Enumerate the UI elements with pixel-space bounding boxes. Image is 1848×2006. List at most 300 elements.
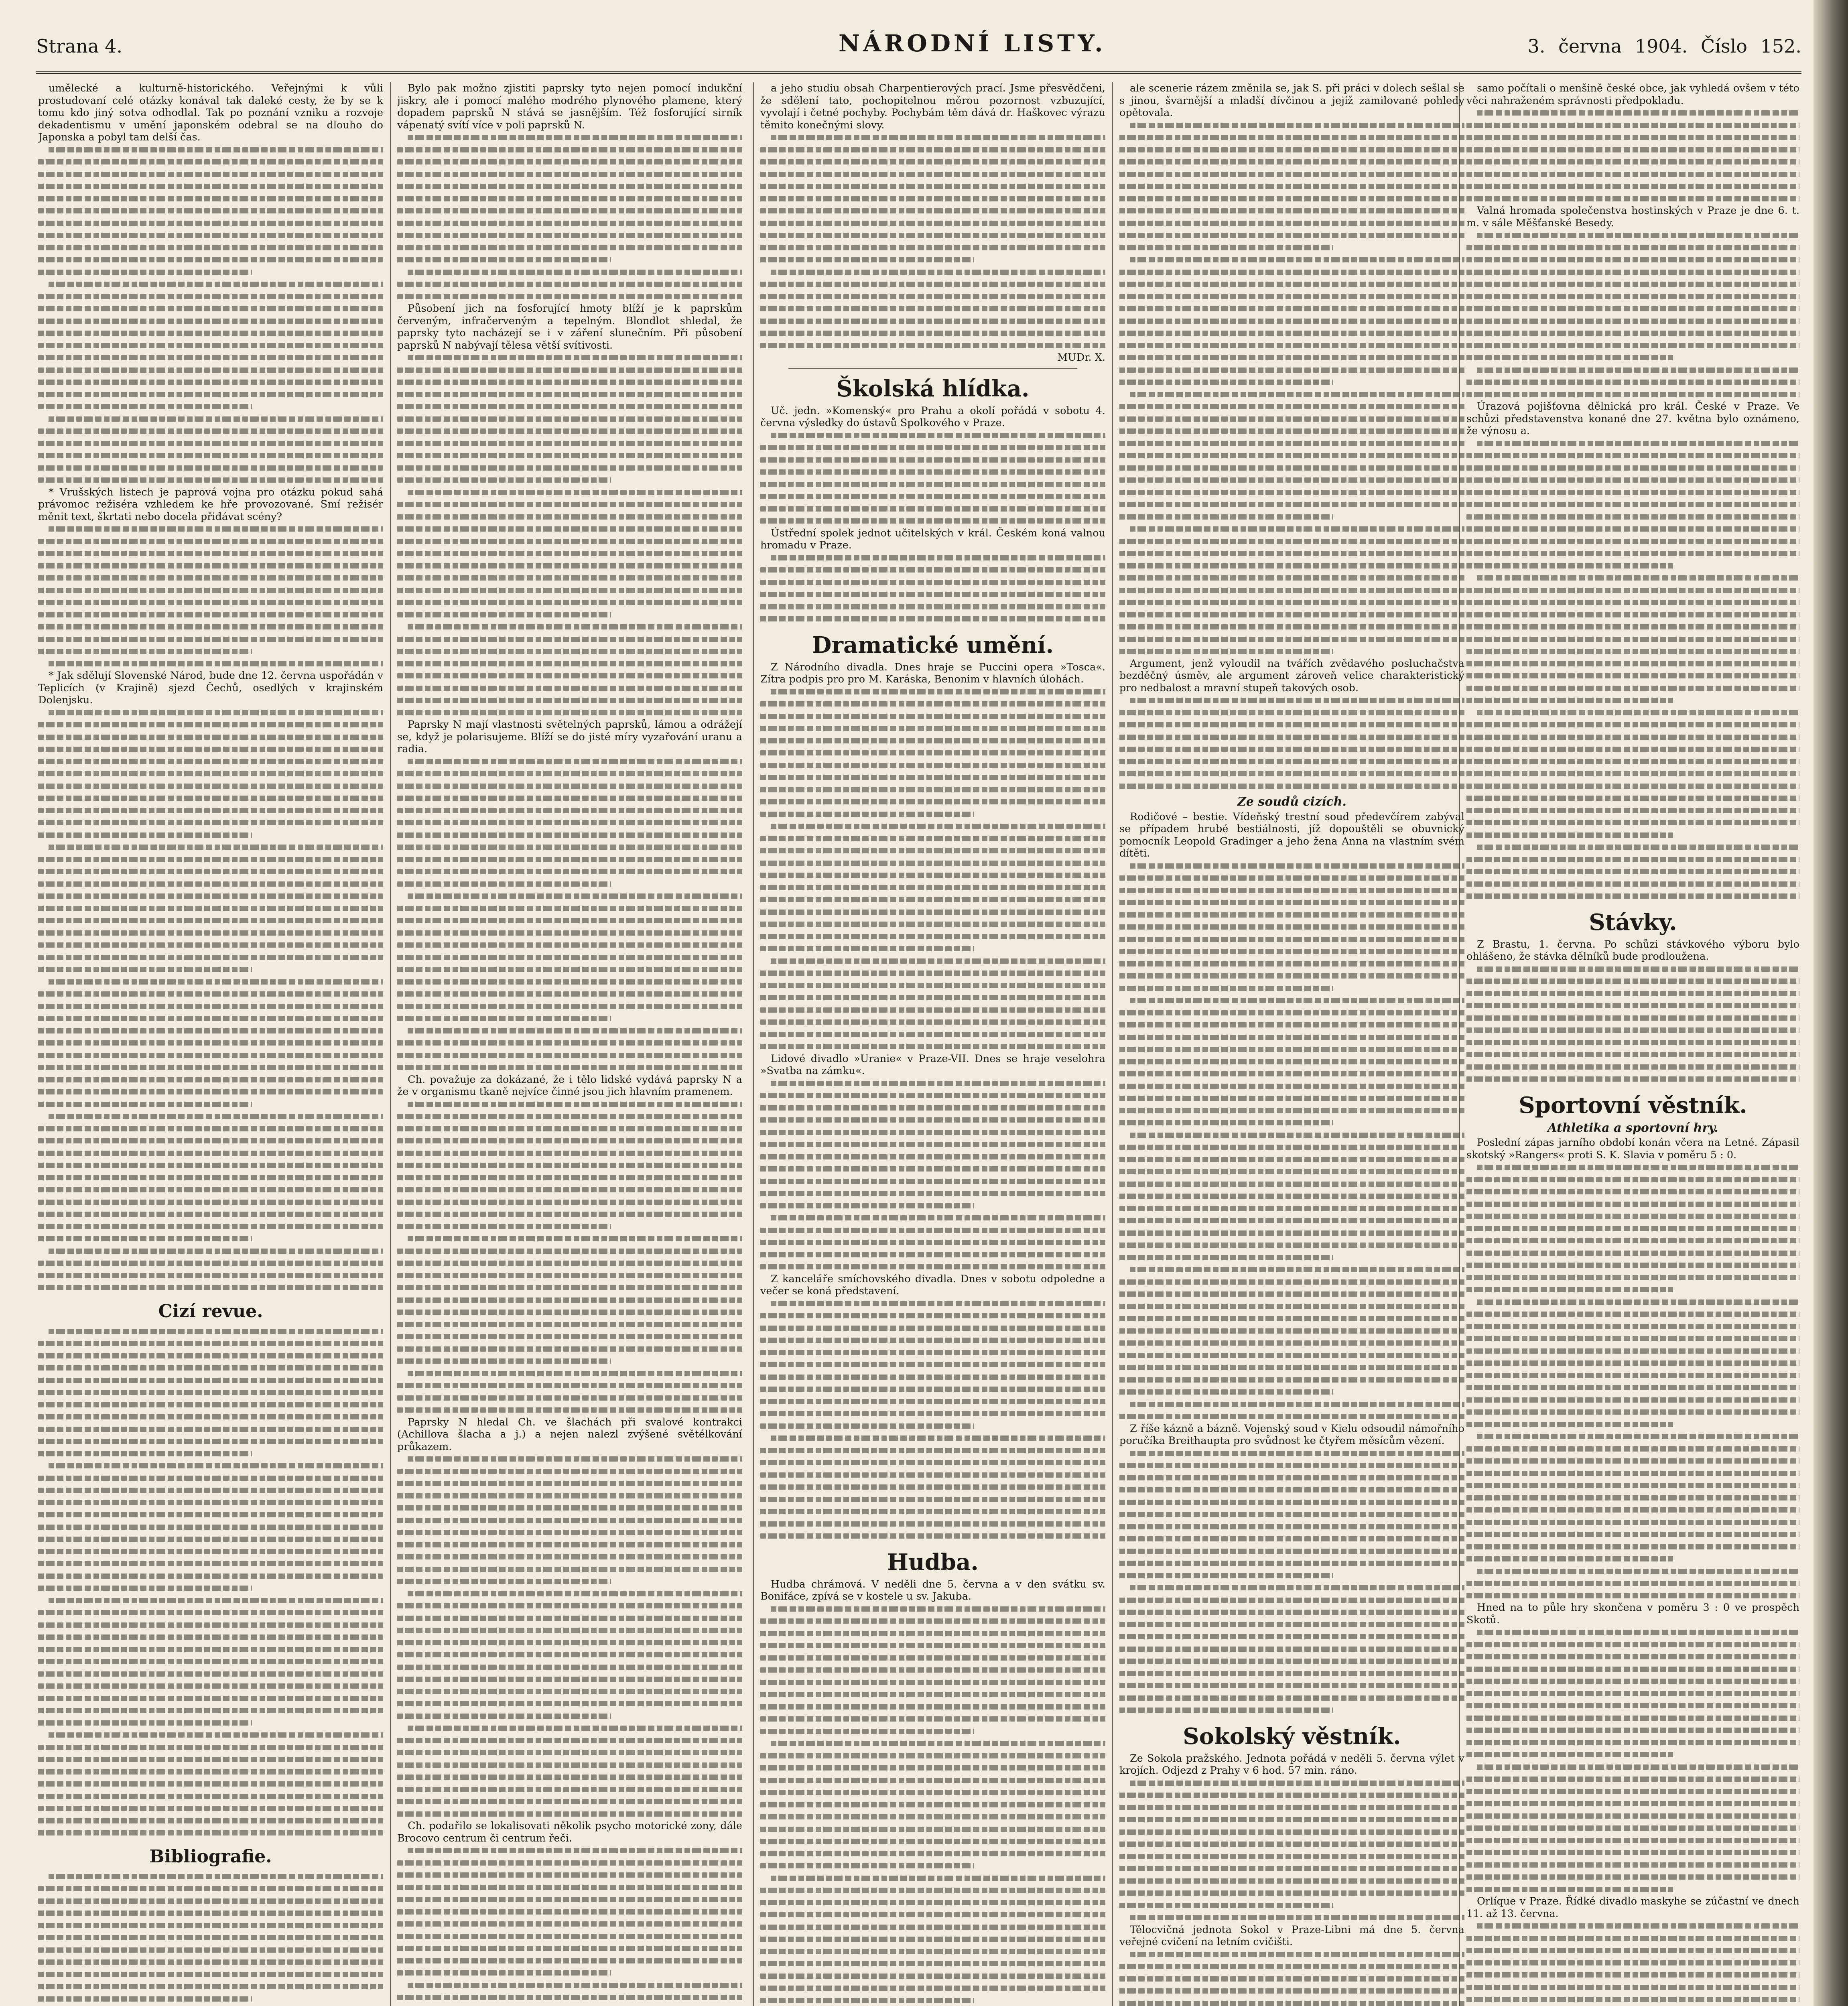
text-line — [38, 1790, 383, 1803]
text-line — [760, 1921, 1105, 1933]
text-line — [38, 1570, 383, 1582]
text-line — [760, 710, 1105, 723]
text-line — [1466, 1699, 1799, 1712]
text-line — [760, 1835, 1105, 1848]
text-line — [397, 596, 742, 609]
text-line — [1119, 278, 1464, 290]
text-line — [397, 266, 742, 278]
page-header — [36, 28, 1801, 72]
text-line — [760, 1884, 1105, 1896]
text-line — [397, 1649, 742, 1661]
article-paragraph: Lidové divadlo »Uranie« v Praze-VII. Dnes se hraje veselohra »Svatba na zámku«. — [760, 1052, 1105, 1077]
text-line — [760, 1077, 1105, 1090]
text-line — [760, 832, 1105, 845]
text-line — [1466, 498, 1799, 511]
text-line — [38, 290, 383, 303]
text-line — [38, 1582, 383, 1594]
text-line — [1466, 131, 1799, 144]
text-line — [760, 515, 1105, 527]
text-block — [38, 1870, 383, 2006]
text-line — [1466, 474, 1799, 486]
text-line — [397, 1673, 742, 1685]
text-line — [38, 902, 383, 915]
text-line — [1466, 511, 1799, 523]
text-line — [1119, 303, 1464, 315]
text-line — [760, 576, 1105, 589]
text-line — [1466, 1308, 1799, 1320]
text-line — [1119, 1911, 1464, 1924]
text-block — [397, 1453, 742, 1820]
text-line — [397, 1318, 742, 1331]
text-line — [397, 1208, 742, 1220]
text-line — [760, 869, 1105, 881]
text-line — [397, 1844, 742, 1857]
text-line — [1466, 1024, 1799, 1036]
article-paragraph: Z Brastu, 1. června. Po schůzi stávkového výboru bylo ohlášeno, že stávka dělníků bude prodloužena. — [1466, 938, 1799, 962]
text-line — [1119, 388, 1464, 401]
text-line — [1466, 1357, 1799, 1369]
text-line — [38, 168, 383, 181]
text-line — [1119, 994, 1464, 1007]
text-line — [1466, 694, 1799, 707]
text-line — [397, 1551, 742, 1563]
text-line — [397, 1906, 742, 1918]
text-line — [1119, 645, 1464, 658]
text-line — [760, 441, 1105, 454]
text-line — [397, 144, 742, 156]
text-line — [397, 1184, 742, 1196]
text-line — [760, 466, 1105, 478]
text-line — [38, 1012, 383, 1025]
text-line — [397, 1955, 742, 1967]
text-block — [1119, 1447, 1464, 1716]
text-line — [760, 1945, 1105, 1958]
text-line — [397, 400, 742, 413]
text-line — [1119, 511, 1464, 523]
text-line — [760, 1518, 1105, 1530]
text-line — [397, 1257, 742, 1269]
text-line — [38, 1460, 383, 1472]
text-line — [38, 1362, 383, 1374]
text-line — [1466, 743, 1799, 755]
text-line — [38, 865, 383, 878]
text-line — [760, 1297, 1105, 1310]
text-line — [760, 339, 1105, 352]
section-heading: Stávky. — [1589, 909, 1677, 936]
text-line — [760, 1823, 1105, 1835]
text-line — [1466, 376, 1799, 388]
text-line — [38, 1956, 383, 1968]
text-line — [1119, 180, 1464, 193]
text-line — [1466, 1577, 1799, 1590]
text-line — [397, 278, 742, 290]
text-line — [397, 902, 742, 915]
text-line — [1119, 437, 1464, 450]
text-line — [1466, 865, 1799, 878]
text-line — [760, 1872, 1105, 1884]
text-line — [38, 1594, 383, 1607]
text-block — [38, 1325, 383, 1839]
text-line — [38, 217, 383, 229]
text-line — [1119, 217, 1464, 229]
text-line — [760, 1933, 1105, 1945]
text-line — [397, 829, 742, 841]
text-line — [397, 1526, 742, 1539]
text-line — [1119, 1178, 1464, 1190]
text-line — [1466, 1036, 1799, 1049]
text-line — [1119, 584, 1464, 597]
text-line — [1466, 1785, 1799, 1798]
text-line — [38, 303, 383, 315]
text-line — [1466, 1675, 1799, 1687]
text-line — [1119, 1190, 1464, 1202]
text-line — [1466, 1932, 1799, 1945]
article-paragraph: Bylo pak možno zjistiti paprsky tyto nejen pomocí indukční jiskry, ale i pomocí malého modrého plynového plamene, který dopadem paprsků N stává se jasnějším. Též fosforující sirník vápenatý svítí více v poli paprsků N. — [397, 82, 742, 131]
text-line — [38, 1680, 383, 1692]
text-line — [38, 621, 383, 633]
text-line — [760, 1896, 1105, 1909]
text-line — [1119, 1007, 1464, 1019]
text-line — [760, 1444, 1105, 1457]
text-line — [38, 1484, 383, 1496]
text-line — [760, 845, 1105, 857]
text-line — [1119, 1447, 1464, 1460]
section-heading: Sportovní věstník. — [1519, 1092, 1747, 1119]
text-line — [1119, 1459, 1464, 1472]
text-line — [760, 1249, 1105, 1261]
text-line — [1119, 1973, 1464, 1985]
text-line — [1466, 1797, 1799, 1810]
text-line — [1119, 1202, 1464, 1215]
text-line — [397, 156, 742, 168]
text-line — [760, 735, 1105, 747]
issue-info — [1528, 35, 1801, 57]
text-line — [397, 976, 742, 988]
text-line — [397, 535, 742, 548]
text-line — [1119, 205, 1464, 217]
text-block — [1466, 229, 1799, 400]
text-line — [38, 1827, 383, 1839]
text-block — [1466, 107, 1799, 205]
text-line — [1466, 1516, 1799, 1529]
text-line — [1466, 780, 1799, 792]
column-5 — [1466, 82, 1799, 2006]
section-subheading: Athletika a sportovní hry. — [1547, 1121, 1718, 1135]
column-4 — [1119, 82, 1464, 2006]
text-line — [1119, 1850, 1464, 1863]
text-line — [760, 1200, 1105, 1212]
text-line — [1466, 1418, 1799, 1431]
text-line — [1466, 999, 1799, 1012]
text-line — [38, 144, 383, 156]
text-line — [397, 1624, 742, 1636]
text-line — [760, 1469, 1105, 1481]
text-line — [1466, 1381, 1799, 1394]
text-line — [1119, 884, 1464, 897]
text-line — [397, 425, 742, 437]
text-line — [397, 878, 742, 890]
text-block — [1466, 963, 1799, 1085]
text-line — [760, 1652, 1105, 1664]
text-line — [760, 1774, 1105, 1787]
text-line — [397, 1123, 742, 1135]
text-line — [397, 1795, 742, 1808]
text-line — [38, 254, 383, 266]
text-line — [38, 1741, 383, 1754]
article-paragraph: umělecké a kulturně-historického. Veřejnými k vůli prostudovaní celé otázky konával tak daleké cesty, že by se k tomu kdo jiný sotva odhodlal. Tak po poznání vzniku a rozvoje dekadentismu v umění japonském odebral se na dlouho do Japonska a pobyl tam delší čas. — [38, 82, 383, 143]
text-line — [1119, 364, 1464, 376]
text-line — [1466, 1651, 1799, 1663]
text-line — [38, 1968, 383, 1981]
text-line — [1119, 1080, 1464, 1092]
text-line — [760, 613, 1105, 625]
text-line — [760, 1762, 1105, 1774]
text-line — [397, 351, 742, 364]
text-line — [1119, 449, 1464, 462]
text-line — [397, 988, 742, 1000]
text-line — [760, 1493, 1105, 1506]
text-line — [760, 1432, 1105, 1444]
column-rule — [390, 82, 391, 2006]
text-line — [38, 1025, 383, 1037]
text-line — [1119, 131, 1464, 144]
text-line — [1466, 890, 1799, 902]
text-line — [1466, 804, 1799, 817]
text-line — [1466, 364, 1799, 376]
text-line — [397, 645, 742, 658]
text-line — [1466, 1639, 1799, 1651]
text-line — [397, 816, 742, 829]
text-line — [1119, 767, 1464, 780]
text-block — [38, 523, 383, 670]
article-paragraph: Hned na to půle hry skončena v poměru 3 : 0 ve prospěch Skotů. — [1466, 1602, 1799, 1626]
text-line — [38, 242, 383, 254]
text-line — [760, 1028, 1105, 1041]
text-line — [760, 1664, 1105, 1676]
text-line — [1466, 1626, 1799, 1639]
text-line — [397, 963, 742, 976]
text-line — [1119, 1043, 1464, 1056]
text-line — [1119, 872, 1464, 884]
text-line — [397, 1367, 742, 1380]
text-line — [1466, 1234, 1799, 1247]
text-line — [397, 1685, 742, 1698]
text-line — [760, 1212, 1105, 1224]
text-line — [38, 1411, 383, 1423]
text-line — [1466, 963, 1799, 975]
text-line — [397, 1575, 742, 1588]
text-line — [760, 1163, 1105, 1175]
section-heading: Ze soudů cizích. — [1237, 795, 1346, 809]
text-line — [38, 1350, 383, 1362]
text-line — [760, 784, 1105, 796]
text-line — [38, 1919, 383, 1932]
text-line — [1119, 1105, 1464, 1117]
text-line — [760, 967, 1105, 979]
text-line — [1119, 339, 1464, 352]
text-line — [1466, 1222, 1799, 1235]
article-paragraph: Paprsky N mají vlastnosti světelných paprsků, lámou a odrážejí se, když je polarisujeme. Blíží se do jisté míry vyzařování uranu a radia. — [397, 719, 742, 755]
text-line — [1466, 1467, 1799, 1480]
text-line — [397, 437, 742, 450]
scan-edge — [1813, 0, 1848, 2006]
text-line — [760, 955, 1105, 967]
text-line — [1466, 278, 1799, 290]
text-line — [1466, 1394, 1799, 1406]
text-line — [38, 462, 383, 474]
text-line — [1119, 1582, 1464, 1594]
text-block — [760, 1297, 1105, 1542]
text-line — [760, 144, 1105, 156]
text-line — [760, 1261, 1105, 1273]
article-paragraph: Tělocvičná jednota Sokol v Praze-Libni má dne 5. června veřejné cvičení na letním cvičišti. — [1119, 1923, 1464, 1948]
text-line — [1466, 633, 1799, 646]
text-line — [1119, 1484, 1464, 1496]
text-line — [760, 217, 1105, 229]
text-line — [760, 1371, 1105, 1383]
text-block — [397, 1844, 742, 2006]
section-heading: Cizí revue. — [158, 1301, 263, 1322]
text-line — [38, 229, 383, 242]
text-line — [1466, 229, 1799, 242]
text-line — [1119, 486, 1464, 499]
text-line — [760, 722, 1105, 735]
text-line — [38, 156, 383, 168]
text-line — [1466, 266, 1799, 278]
text-line — [38, 939, 383, 951]
text-line — [397, 927, 742, 939]
text-line — [397, 804, 742, 817]
text-line — [38, 658, 383, 670]
text-line — [38, 1766, 383, 1778]
text-line — [1119, 694, 1464, 707]
text-line — [397, 1710, 742, 1722]
text-line — [1119, 1141, 1464, 1153]
text-line — [1119, 755, 1464, 768]
text-line — [38, 1802, 383, 1815]
newspaper-title: NÁRODNÍ LISTY. — [839, 30, 1106, 57]
text-line — [1119, 1643, 1464, 1655]
text-line — [1466, 829, 1799, 841]
text-line — [760, 796, 1105, 808]
text-line — [1119, 1472, 1464, 1484]
text-line — [760, 1175, 1105, 1188]
text-line — [38, 1704, 383, 1717]
text-line — [1119, 572, 1464, 584]
text-line — [1119, 229, 1464, 242]
text-line — [1466, 682, 1799, 694]
text-line — [38, 914, 383, 927]
text-line — [1466, 388, 1799, 401]
text-line — [397, 1759, 742, 1771]
text-line — [1466, 1663, 1799, 1675]
text-line — [1119, 707, 1464, 719]
article-paragraph: Ze Sokola pražského. Jednota pořádá v neděli 5. června výlet v krojích. Odjezd z Prahy v 6 hod. 57 min. ráno. — [1119, 1752, 1464, 1777]
text-line — [760, 503, 1105, 515]
text-line — [1466, 731, 1799, 743]
text-line — [397, 168, 742, 181]
article-paragraph: Valná hromada společenstva hostinských v Praze je dne 6. t. m. v sále Měšťanské Besedy. — [1466, 205, 1799, 229]
text-line — [760, 1615, 1105, 1627]
article-paragraph: Z Národního divadla. Dnes hraje se Puccini opera »Tosca«. Zítra podpis pro pro M. Karáska, Benonim v hlavních úlohách. — [760, 661, 1105, 685]
text-line — [760, 1676, 1105, 1689]
text-line — [397, 694, 742, 707]
text-line — [38, 1184, 383, 1196]
text-line — [760, 429, 1105, 442]
article-paragraph: Poslední zápas jarního období konán včera na Letné. Zápasil skotský »Rangers« proti S. K. Slavia v poměru 5 : 0. — [1466, 1137, 1799, 1161]
text-line — [760, 229, 1105, 242]
text-line — [1119, 560, 1464, 572]
column-1 — [38, 82, 383, 2006]
column-3 — [760, 82, 1105, 2006]
text-line — [1466, 1186, 1799, 1198]
text-line — [760, 918, 1105, 930]
text-line — [760, 156, 1105, 168]
text-line — [1119, 1153, 1464, 1166]
text-line — [38, 327, 383, 339]
text-line — [1119, 425, 1464, 437]
text-line — [1119, 1276, 1464, 1288]
text-line — [38, 780, 383, 792]
text-line — [38, 792, 383, 804]
text-line — [38, 1533, 383, 1545]
text-line — [38, 1399, 383, 1411]
text-line — [1466, 1883, 1799, 1896]
text-line — [1466, 1773, 1799, 1785]
text-line — [760, 759, 1105, 772]
text-line — [760, 1138, 1105, 1151]
text-line — [397, 853, 742, 866]
text-line — [1119, 896, 1464, 909]
text-line — [1119, 1129, 1464, 1141]
text-line — [38, 963, 383, 976]
text-line — [38, 1159, 383, 1172]
text-line — [1119, 1826, 1464, 1838]
text-line — [1119, 156, 1464, 168]
text-line — [1119, 1337, 1464, 1349]
text-block — [1466, 437, 1799, 902]
text-block — [760, 1077, 1105, 1273]
text-line — [38, 1907, 383, 1919]
text-line — [397, 1025, 742, 1037]
text-line — [1119, 1655, 1464, 1667]
text-line — [38, 1123, 383, 1135]
article-paragraph: Argument, jenž vyloudil na tvářích zvědavého posluchačstva bezděčný úsměv, ale argument zároveň velice charakteristický pro nedbalost a mravní stupeň takových osob. — [1119, 657, 1464, 694]
text-line — [397, 1379, 742, 1392]
text-line — [1119, 1569, 1464, 1582]
text-line — [397, 242, 742, 254]
text-line — [397, 1490, 742, 1502]
text-line — [1119, 909, 1464, 921]
text-line — [1119, 1899, 1464, 1912]
text-line — [1119, 474, 1464, 486]
text-line — [1466, 351, 1799, 364]
text-line — [397, 1465, 742, 1478]
text-line — [38, 278, 383, 290]
text-line — [397, 1967, 742, 1979]
text-line — [38, 1557, 383, 1570]
text-line — [760, 131, 1105, 144]
text-line — [1119, 860, 1464, 872]
text-line — [397, 841, 742, 853]
text-line — [1119, 731, 1464, 743]
text-line — [38, 1668, 383, 1680]
text-line — [1466, 193, 1799, 205]
text-line — [397, 1098, 742, 1111]
text-line — [1119, 376, 1464, 388]
text-line — [760, 290, 1105, 303]
text-line — [38, 1000, 383, 1013]
